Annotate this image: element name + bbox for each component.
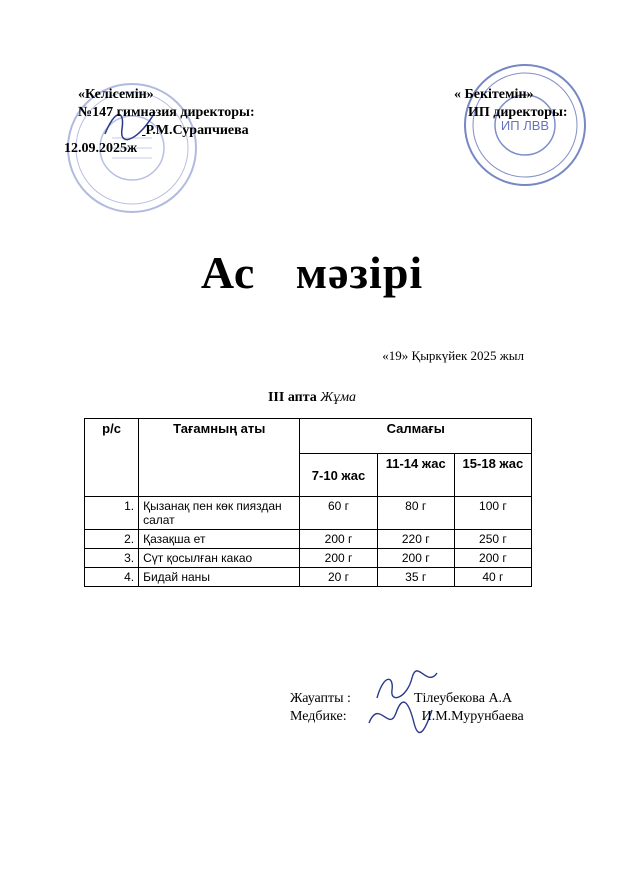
row-num: 1.: [85, 497, 139, 530]
weight-7-10: 200 г: [300, 530, 377, 549]
responsible-name: Тілеубекова А.А: [413, 691, 513, 706]
ip-director-label: ИП директоры:: [468, 105, 568, 120]
weight-7-10: 200 г: [300, 549, 377, 568]
age-group-2: 11-14 жас: [377, 454, 454, 497]
table-header-row: [85, 419, 532, 454]
weight-11-14: 35 г: [377, 568, 454, 587]
weight-7-10: 20 г: [300, 568, 377, 587]
agree-date: 12.09.2025ж: [64, 141, 138, 156]
nurse-line: [290, 708, 524, 726]
weight-11-14: 80 г: [377, 497, 454, 530]
ip-stamp-text: ИП ЛВВ: [500, 118, 550, 133]
weight-15-18: 100 г: [454, 497, 531, 530]
responsible-label: Жауапты :: [290, 691, 351, 706]
menu-date: «19» Қыркүйек 2025 жыл: [382, 348, 524, 363]
week-label: ІІІ апта: [267, 390, 317, 405]
dish-name: Сүт қосылған какао: [139, 549, 300, 568]
weight-15-18: 40 г: [454, 568, 531, 587]
dish-name: Қазақша ет: [139, 530, 300, 549]
page-title: Ас мәзірі: [200, 247, 424, 298]
row-num: 4.: [85, 568, 139, 587]
col-name-header: Тағамның аты: [139, 419, 300, 497]
week-day: Жұма: [320, 390, 357, 405]
age-group-3: 15-18 жас: [454, 454, 531, 497]
nurse-name: И.М.Мурунбаева: [421, 709, 524, 724]
weight-11-14: 220 г: [377, 530, 454, 549]
table-row: [85, 549, 532, 568]
approve-label: « Бекітемін»: [454, 87, 534, 102]
ip-stamp: [460, 60, 590, 190]
row-num: 2.: [85, 530, 139, 549]
dish-name: Бидай наны: [139, 568, 300, 587]
weight-15-18: 200 г: [454, 549, 531, 568]
director-name: Р.М.Сурапчиева: [145, 123, 249, 138]
signature-block: [290, 690, 524, 726]
dish-name: Қызанақ пен көк пияздан салат: [139, 497, 300, 530]
week-line: [0, 390, 624, 406]
row-num: 3.: [85, 549, 139, 568]
table-row: [85, 497, 532, 530]
responsible-line: [290, 690, 524, 708]
table-row: [85, 530, 532, 549]
weight-15-18: 250 г: [454, 530, 531, 549]
header-left: [64, 86, 255, 158]
menu-table: [84, 418, 532, 587]
table-row: [85, 568, 532, 587]
weight-11-14: 200 г: [377, 549, 454, 568]
header-right: [454, 86, 568, 122]
weight-7-10: 60 г: [300, 497, 377, 530]
age-group-1: 7-10 жас: [300, 454, 377, 497]
col-num-header: р/с: [85, 419, 139, 497]
school-director-label: №147 гимназия директоры:: [78, 105, 255, 120]
nurse-label: Медбике:: [290, 709, 347, 724]
agree-label: «Келісемін»: [78, 87, 154, 102]
col-weight-header: Салмағы: [300, 419, 532, 454]
